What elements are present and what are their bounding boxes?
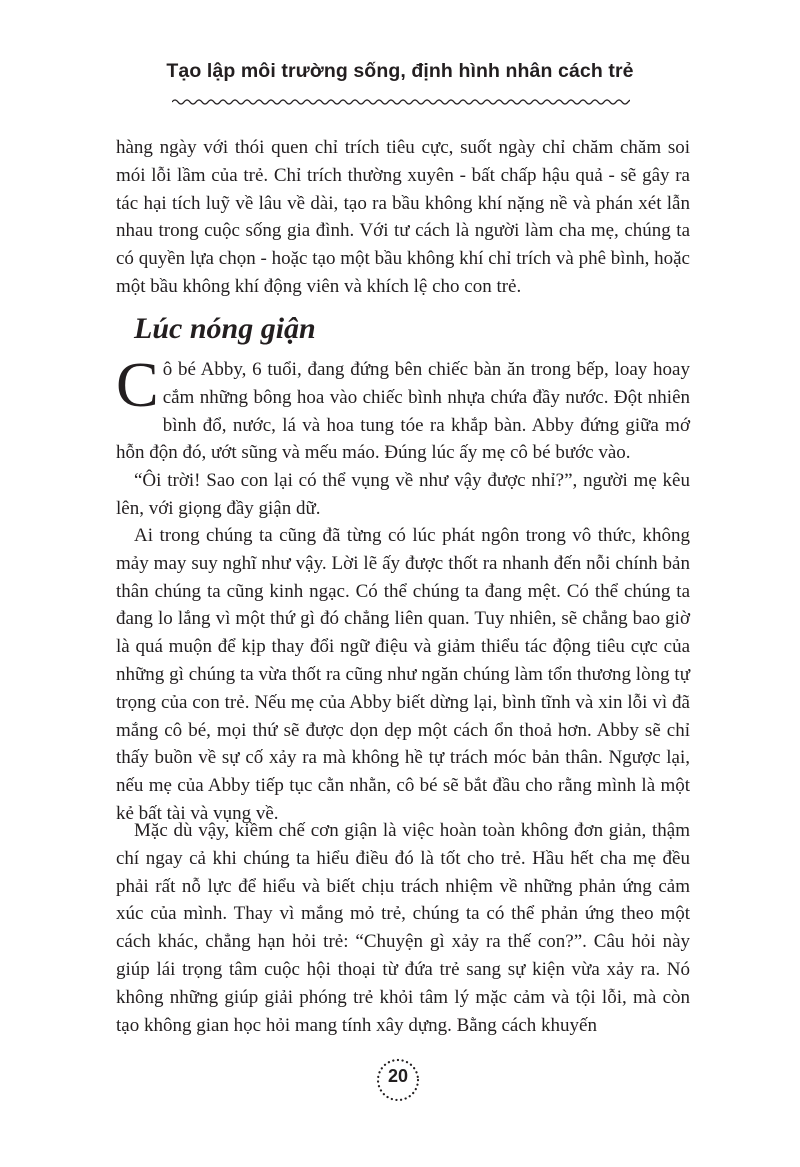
paragraph-3-block [116, 817, 690, 1039]
quote-paragraph: “Ôi trời! Sao con lại có thể vụng về như vậy được nhỉ?”, người mẹ kêu lên, với giọng đầy giận dữ. [116, 470, 690, 519]
opening-paragraph-text: ô bé Abby, 6 tuổi, đang đứng bên chiếc bàn ăn trong bếp, loay hoay cắm những bông hoa vào chiếc bình nhựa chứa đầy nước. Đột nhiên bình đổ, nước, lá và hoa tung tóe ra khắp bàn. Abby đứng giữa mớ hỗn độn đó, ướt sũng và mếu máo. Đúng lúc ấy mẹ cô bé bước vào. [116, 359, 690, 464]
opening-paragraph [116, 349, 690, 467]
paragraph-3: Mặc dù vậy, kiềm chế cơn giận là việc hoàn toàn không đơn giản, thậm chí ngay cả khi chúng ta hiểu điều đó là tốt cho trẻ. Hầu hết cha mẹ đều phải rất nỗ lực để hiểu và biết chịu trách nhiệm về những phản ứng cảm xúc của mình. Thay vì mắng mỏ trẻ, chúng ta có thể phản ứng theo một cách khác, chẳng hạn hỏi trẻ: “Chuyện gì xảy ra thế con?”. Câu hỏi này giúp lái trọng tâm cuộc hội thoại từ đứa trẻ sang sự kiện vừa xảy ra. Nó không những giúp giải phóng trẻ khỏi tâm lý mặc cảm và tội lỗi, mà còn tạo không gian học hỏi mang tính xây dựng. Bằng cách khuyến [116, 820, 690, 1036]
opening-block [116, 349, 690, 523]
intro-paragraph-text: hàng ngày với thói quen chỉ trích tiêu cực, suốt ngày chỉ chăm chăm soi mói lỗi lầm của trẻ. Chỉ trích thường xuyên - bất chấp hậu quả - sẽ gây ra tác hại tích luỹ về lâu về dài, tạo ra bầu không khí nặng nề và phán xét lẫn nhau trong cuộc sống gia đình. Với tư cách là người làm cha mẹ, chúng ta có quyền lựa chọn - hoặc tạo một bầu không khí chỉ trích và phê bình, hoặc một bầu không khí động viên và khích lệ cho con trẻ. [116, 137, 690, 297]
section-title: Lúc nóng giận [134, 312, 316, 345]
intro-paragraph [116, 134, 690, 301]
drop-cap: C [116, 349, 159, 420]
paragraph-2: Ai trong chúng ta cũng đã từng có lúc phát ngôn trong vô thức, không mảy may suy nghĩ như vậy. Lời lẽ ấy được thốt ra nhanh đến nỗi chính bản thân chúng ta cũng kinh ngạc. Có thể chúng ta đang mệt. Có thể chúng ta đang lo lắng vì một thứ gì đó chẳng liên quan. Tuy nhiên, sẽ chẳng bao giờ là quá muộn để kịp thay đổi ngữ điệu và giảm thiểu tác động tiêu cực của những gì chúng ta vừa thốt ra cũng như ngăn chúng làm tổn thương lòng tự trọng của con trẻ. Nếu mẹ của Abby biết dừng lại, bình tĩnh và xin lỗi vì đã mắng cô bé, mọi thứ sẽ được dọn dẹp một cách ổn thoả hơn. Abby sẽ chỉ thấy buồn về sự cố xảy ra mà không hề tự trách móc bản thân. Ngược lại, nếu mẹ của Abby tiếp tục cằn nhằn, cô bé sẽ bắt đầu cho rằng mình là một kẻ bất tài và vụng về. [116, 525, 690, 824]
running-header: Tạo lập môi trường sống, định hình nhân cách trẻ [166, 60, 634, 82]
page-number: 20 [387, 1066, 409, 1086]
header-wave-rule [172, 95, 630, 109]
paragraph-2-block [116, 522, 690, 828]
